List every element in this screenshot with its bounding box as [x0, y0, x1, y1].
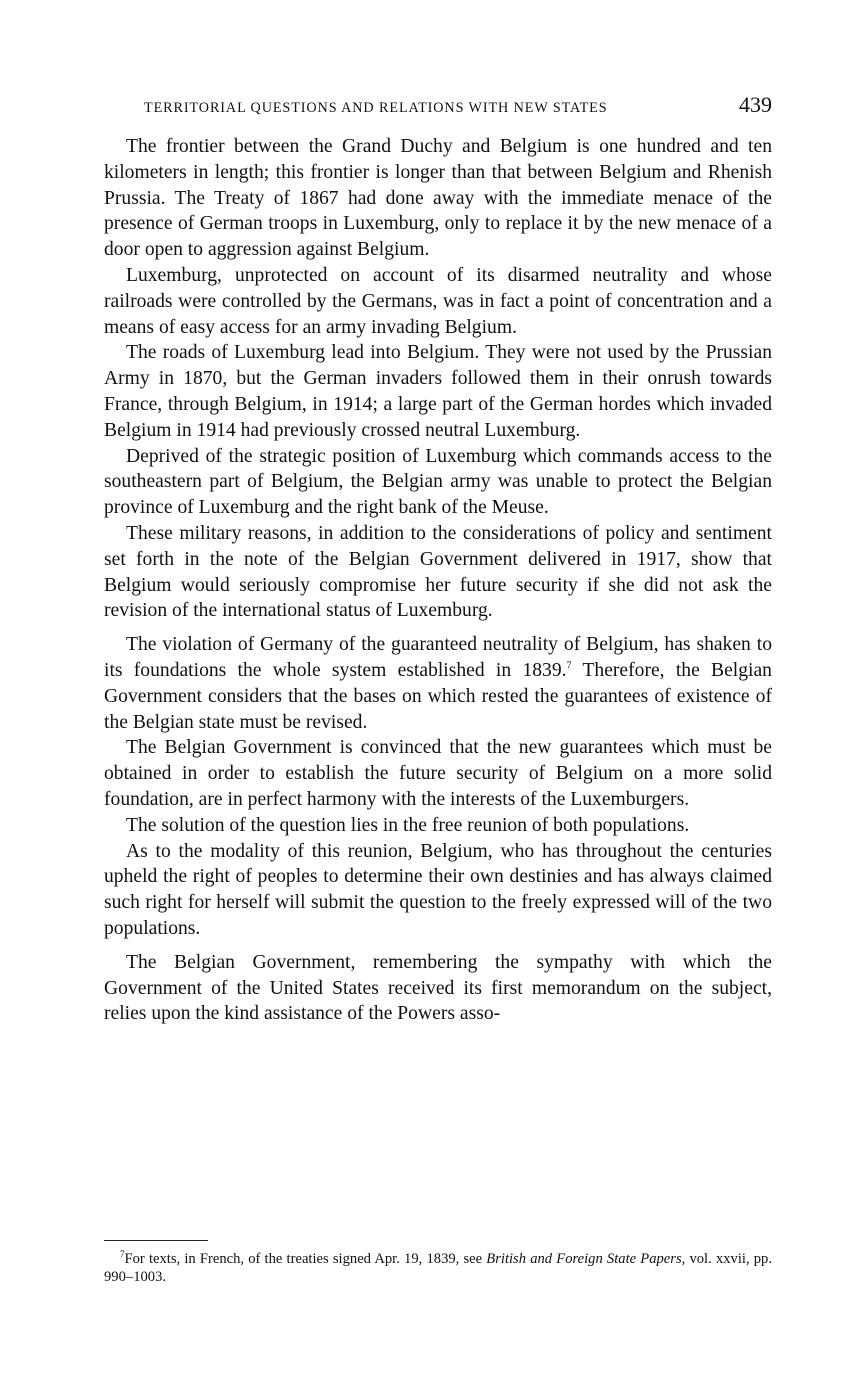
paragraph-solution: The solution of the question lies in the free reunion of both populations. — [126, 814, 690, 836]
footnote-divider — [104, 1240, 208, 1241]
paragraph-new-guarantees: The Belgian Government is convinced that the new guarantees which must be obtained in order to establish the future security of Belgium on a more solid foundation, are in perfect harmony with the interests of the Luxemburgers. — [104, 737, 772, 810]
footnote-reference[interactable]: 7 — [566, 660, 572, 672]
paragraph-modality: As to the modality of this reunion, Belgium, who has throughout the centuries upheld the right of peoples to determine their own destinies and has always claimed such right for herself will submit the question to the freely expressed will of the two populations. — [104, 840, 772, 939]
footnote-text: For texts, in French, of the treaties signed Apr. 19, 1839, see — [124, 1251, 487, 1267]
paragraph-violation-text: The violation of Germany of the guaranteed neutrality of Belgium, has shaken to its foundations the whole system established in 1839. — [104, 634, 772, 681]
paragraph-violation-neutrality — [104, 632, 772, 735]
page-number: 439 — [739, 92, 772, 117]
paragraph-frontier: The frontier between the Grand Duchy and Belgium is one hundred and ten kilometers in length; this frontier is longer than that between Belgium and Rhenish Prussia. The Treaty of 1867 had done away with the immediate menace of the presence of German troops in Luxemburg, only to replace it by the new menace of a door open to aggression against Belgium. — [104, 136, 772, 261]
page-header — [104, 92, 772, 118]
paragraph-sympathy: The Belgian Government, remembering the sympathy with which the Government of the United States received its first memorandum on the subject, relies upon the kind assistance of the Powers asso- — [104, 951, 772, 1025]
body-text — [104, 134, 772, 1027]
footnote-source-title: British and Foreign State Papers — [486, 1251, 682, 1267]
paragraph-military-reasons: These military reasons, in addition to the considerations of policy and sentiment set forth in the note of the Belgian Government delivered in 1917, show that Belgium would seriously compromise her future security if she did not ask the revision of the international status of Luxemburg. — [104, 522, 772, 622]
footnote — [104, 1250, 772, 1286]
paragraph-violation-text-continued: Therefore, the Belgian Government considers that the bases on which rested the guarantees of existence of the Belgian state must be revised. — [104, 659, 772, 733]
footnote-mark: 7 — [120, 1249, 125, 1260]
paragraph-roads: The roads of Luxemburg lead into Belgium. They were not used by the Prussian Army in 1870, but the German invaders followed them in their onrush towards France, through Belgium, in 1914; a large part of the German hordes which invaded Belgium in 1914 had previously crossed neutral Luxemburg. — [104, 342, 772, 441]
paragraph-strategic-position: Deprived of the strategic position of Luxemburg which commands access to the southeastern part of Belgium, the Belgian army was unable to protect the Belgian province of Luxemburg and the right bank of the Meuse. — [104, 445, 772, 519]
running-title: TERRITORIAL QUESTIONS AND RELATIONS WITH NEW STATES — [144, 100, 608, 116]
paragraph-unprotected-luxemburg: Luxemburg, unprotected on account of its disarmed neutrality and whose railroads were controlled by the Germans, was in fact a point of concentration and a means of easy access for an army invading Belgium. — [104, 264, 772, 338]
footnote-citation: , vol. xxvii, pp. 990–1003. — [104, 1251, 773, 1285]
